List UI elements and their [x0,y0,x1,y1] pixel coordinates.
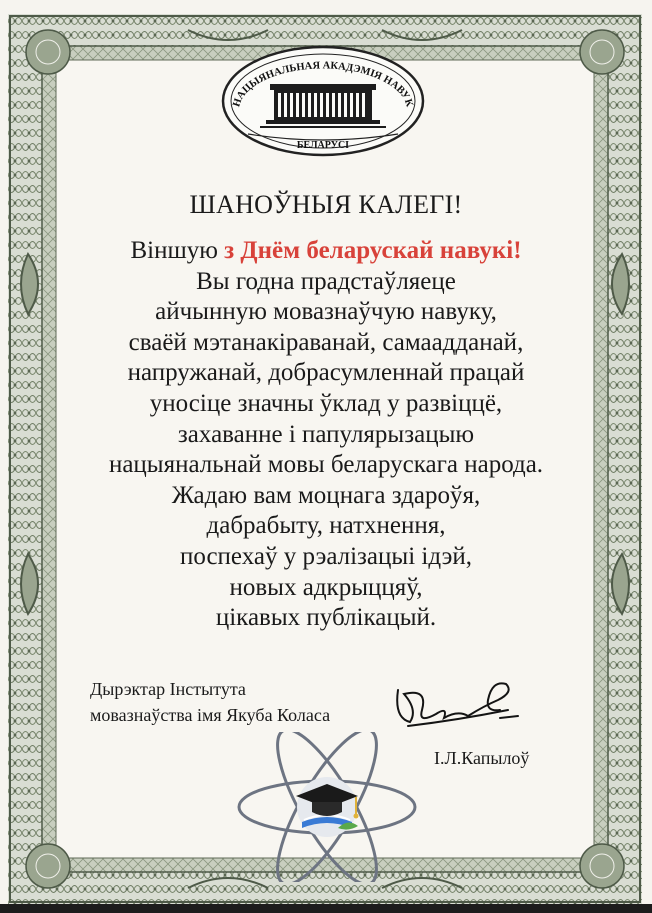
body-line: сваёй мэтанакіраванай, самаадданай, [128,328,524,356]
body-line: поспехаў у рэалізацыі ідэй, [179,542,473,570]
body-line: Жадаю вам моцнага здароўя, [171,481,481,509]
body-line: дабрабыту, натхнення, [206,512,446,540]
letter-body [60,236,592,634]
body-line: уносіце значны ўклад у развіццё, [149,389,503,417]
body-line: айчынную мовазнаўчую навуку, [155,298,497,326]
atom-emblem [232,732,422,882]
scan-edge [0,904,652,913]
greeting-prefix: Віншую [130,237,225,264]
body-line: Вы годна прадстаўляеце [196,267,456,295]
academy-logo [218,42,428,160]
handwritten-signature [388,670,528,740]
body-line: цікавых публікацый. [215,604,437,632]
greeting-line [60,236,592,267]
greeting-accent: з Днём беларускай навукі! [224,237,522,264]
body-line: нацыянальнай мовы беларускага народа. [108,451,544,479]
letter-title: ШАНОЎНЫЯ КАЛЕГІ! [189,190,463,219]
signer-position-line1: Дырэктар Інстытута [90,679,246,699]
signer-name: І.Л.Капылоў [434,748,530,768]
logo-bottom-text: БЕЛАРУСІ [296,140,350,151]
body-line: напружанай, добрасумленнай працай [127,359,525,387]
body-line: захаванне і папулярызацыю [177,420,475,448]
body-line: новых адкрыццяў, [229,573,423,601]
signer-position [90,676,330,728]
signer-position-line2: мовазнаўства імя Якуба Коласа [90,705,331,725]
logo-arc-text: НАЦЫЯНАЛЬНАЯ АКАДЭМІЯ НАВУК [231,60,415,109]
